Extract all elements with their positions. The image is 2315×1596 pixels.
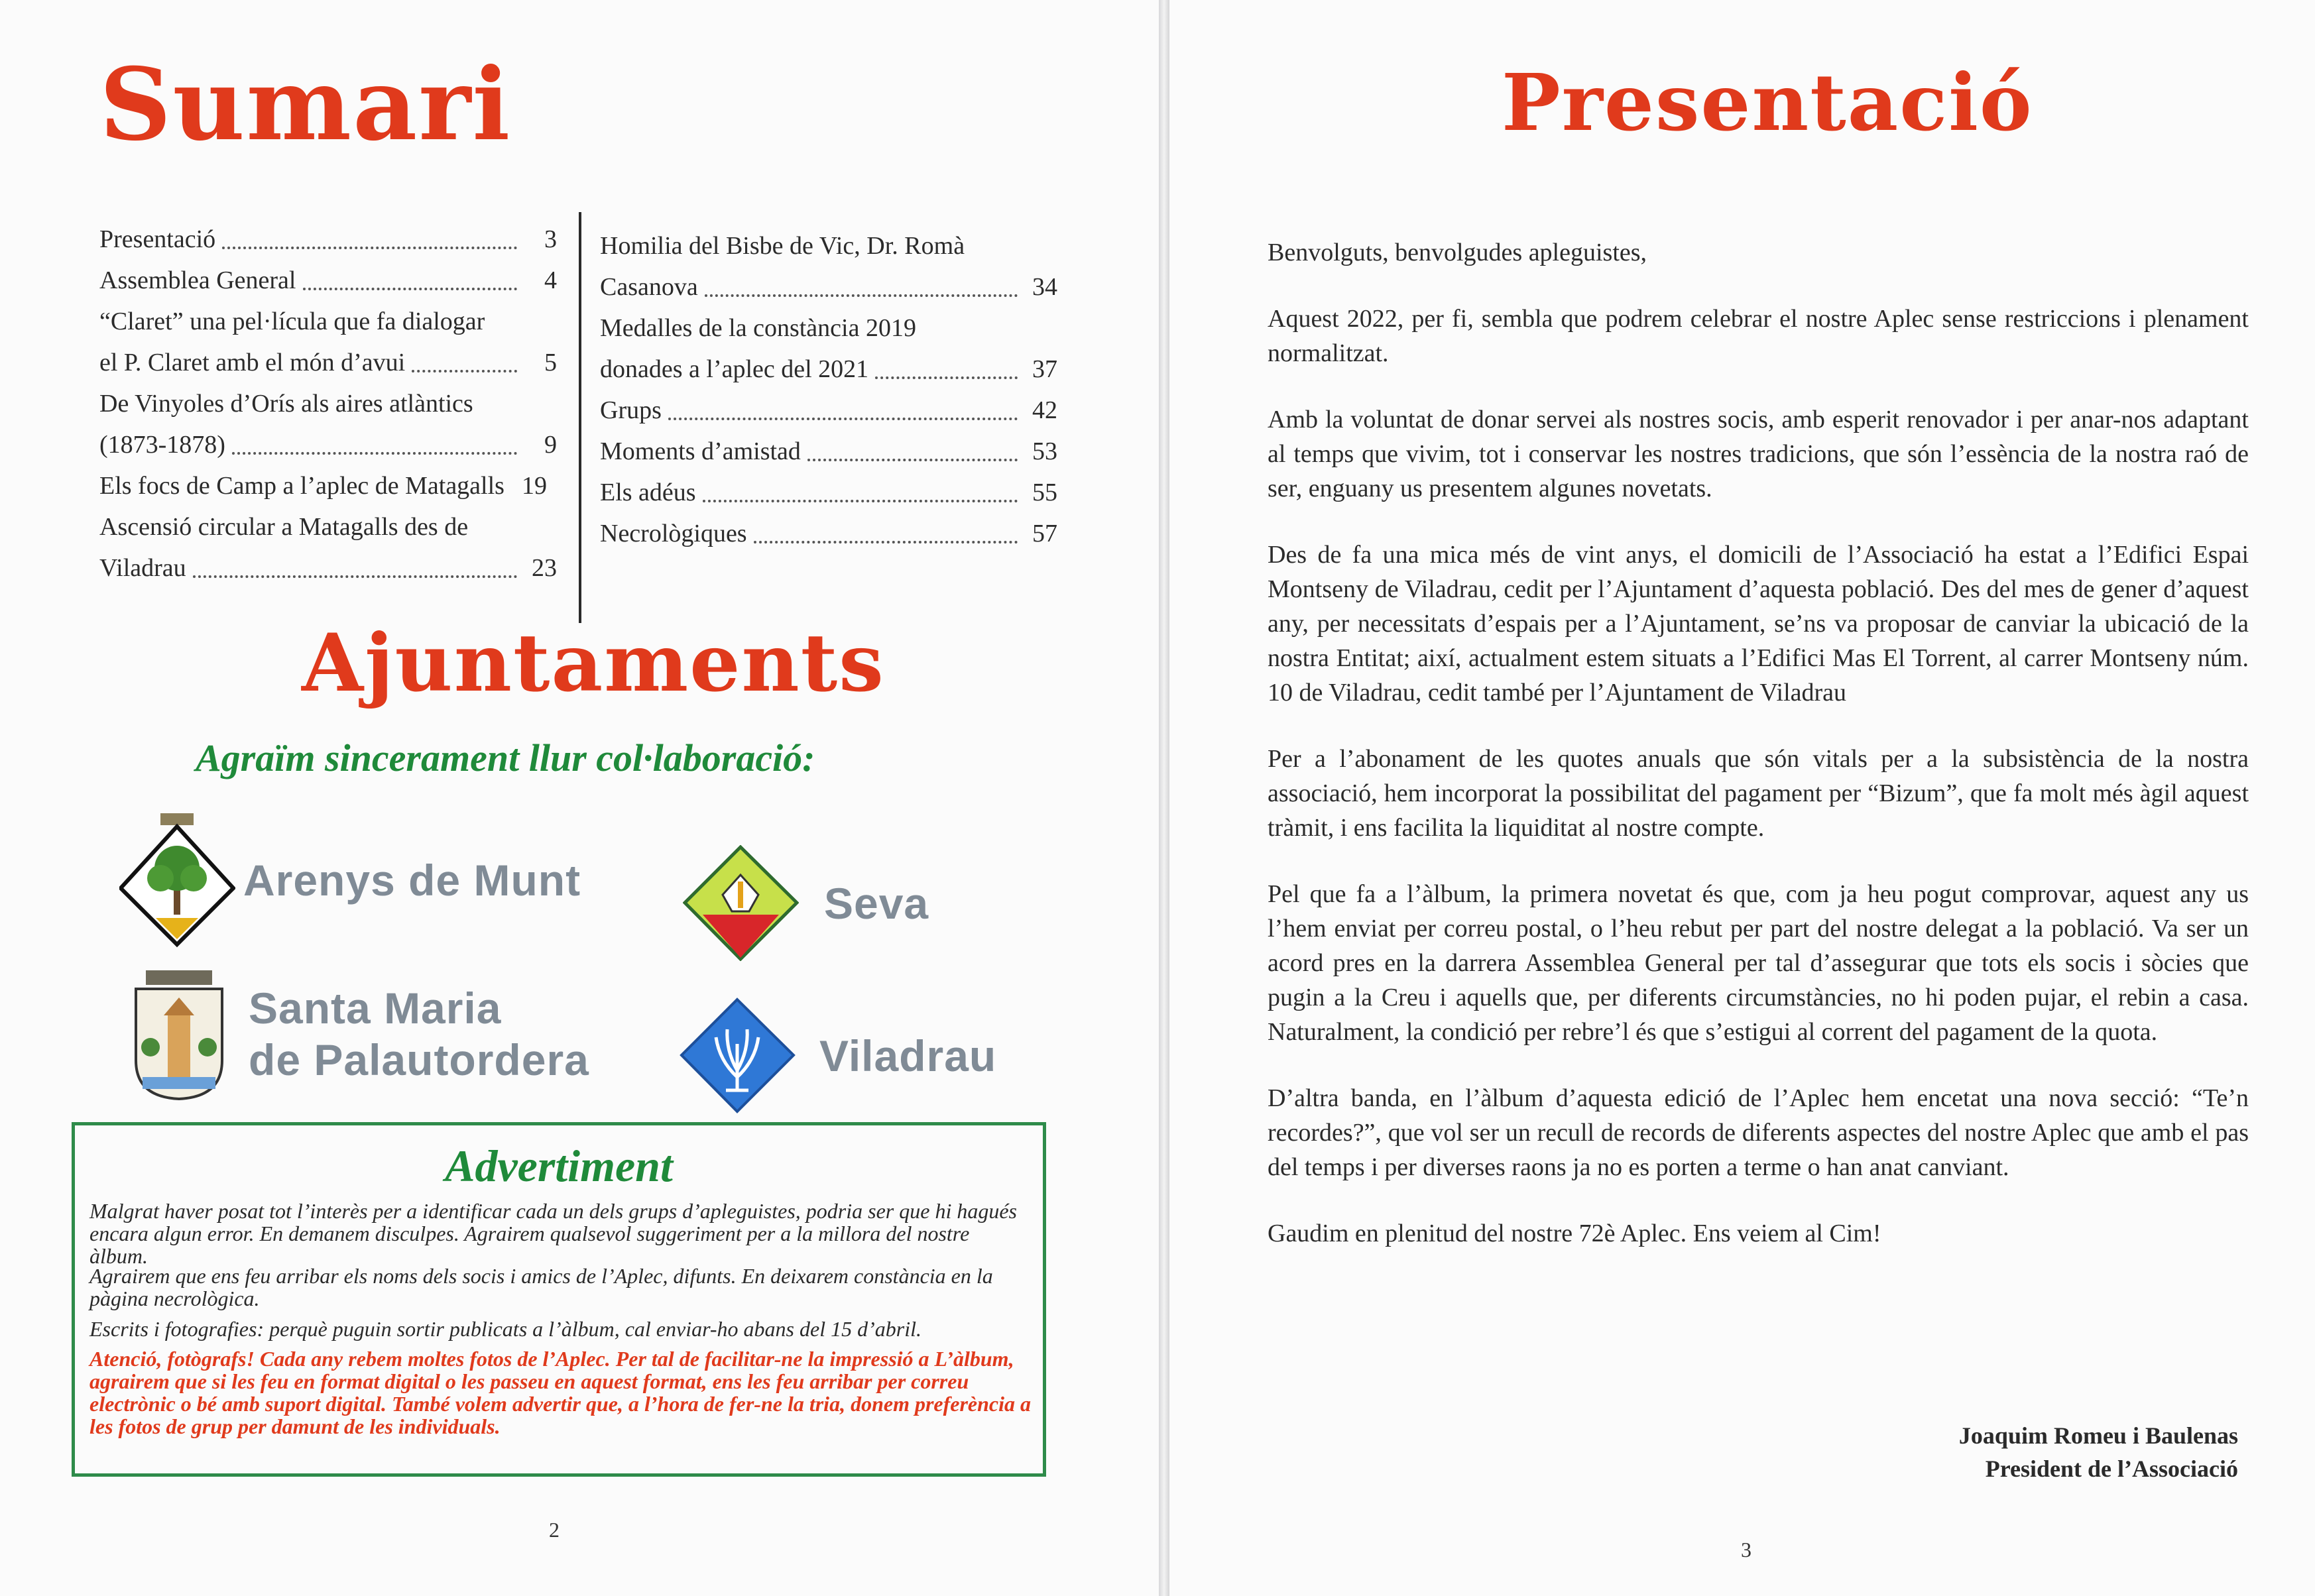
municipality-santa-maria — [129, 968, 589, 1100]
toc-leader-dots — [703, 500, 1018, 502]
toc-entry-page: 9 — [544, 431, 557, 459]
toc-entry-page: 42 — [1032, 396, 1057, 424]
toc-entry[interactable] — [99, 301, 557, 383]
toc-entry-title-line1: “Claret” una pel·lícula que fa dialogar — [99, 308, 485, 335]
presentation-paragraph: Amb la voluntat de donar servei als nostres socis, amb esperit renovador i per anar-nos adaptant al temps que vivim, tot i conservar les nostres tradicions, que són l’essència de la nostra raó de ser, enguany us presentem algunes novetats. — [1268, 406, 2249, 502]
toc-leader-dots — [222, 247, 517, 249]
toc-entry-title: Necrològiques — [600, 520, 747, 547]
municipality-viladrau — [680, 997, 996, 1113]
toc-entry-title-line1: Homilia del Bisbe de Vic, Dr. Romà — [600, 232, 965, 260]
toc-left-column — [99, 219, 557, 589]
toc-entry-title-line1: Medalles de la constància 2019 — [600, 314, 916, 342]
toc-entry[interactable] — [99, 260, 557, 301]
toc-entry[interactable] — [600, 472, 1057, 513]
toc-leader-dots — [807, 459, 1018, 461]
page-number: 3 — [1741, 1538, 1751, 1562]
toc-entry[interactable] — [600, 513, 1057, 554]
presentation-paragraph: D’altra banda, en l’àlbum d’aquesta edició de l’Aplec hem encetat una nova secció: “Te’n recordes?”, que vol ser un recull de records de diferents aspectes del nostre Aplec que amb el pas del temps i per diverses raons ja no es porten a terme o han anat canviant. — [1268, 1084, 2249, 1181]
presentation-paragraph: Pel que fa a l’àlbum, la primera novetat és que, com ja heu pogut comprovar, aquest any us l’hem enviat per correu postal, o l’heu rebut per part del nostre delegat a la població. Va ser un acord pres en la darrera Assemblea General per tal d’assegurar que tots els socis i sòcies que pugin a la Creu i aquells que, per diferents circumstàncies, no hi poden pujar, el rebin a casa. Naturalment, la condició per rebre’l és que s’estigui al corrent del pagament de la quota. — [1268, 880, 2249, 1046]
municipality-arenys — [119, 812, 581, 948]
advertiment-photographers-note: Atenció, fotògrafs! Cada any rebem moltes fotos de l’Aplec. Per tal de facilitar-ne la impressió a L’àlbum, agrairem que si les feu en format digital o les passeu en aquest format, ens les feu arribar per correu electrònic o bé amb suport digital. També volem advertir que, a l’hora de fer-ne la tria, donem preferència a les fotos de grup per damunt de les individuals. — [89, 1347, 1032, 1438]
toc-entry-title: Assemblea General — [99, 266, 296, 294]
presentation-paragraph: Benvolguts, benvolgudes apleguistes, — [1268, 239, 1647, 266]
toc-entry-page: 3 — [544, 225, 557, 253]
toc-entry-title: Els focs de Camp a l’aplec de Matagalls — [99, 472, 505, 500]
toc-entry[interactable] — [600, 225, 1057, 308]
toc-entry-title: Grups — [600, 396, 662, 424]
municipality-name: Viladrau — [819, 1031, 997, 1080]
presentation-paragraph: Des de fa una mica més de vint anys, el domicili de l’Associació ha estat a l’Edifici Espai Montseny de Viladrau, cedit per l’Ajuntament d’aquesta població. Des del mes de gener d’aquest any, per necessitats d’espais per a l’Ajuntament, se’ns va proposar de canviar la ubicació de la nostra Entitat; així, actualment estem situats a l’Edifici Mas El Torrent, al carrer Montseny núm. 10 de Viladrau, cedit també per l’Ajuntament de Viladrau — [1268, 541, 2249, 707]
presentation-body — [1268, 235, 2249, 1282]
presentacio-title: Presentació — [1502, 56, 2033, 148]
toc-entry-title: Els adéus — [600, 479, 696, 506]
toc-entry[interactable] — [99, 219, 557, 260]
toc-entry-title-line1: De Vinyoles d’Orís als aires atlàntics — [99, 390, 473, 418]
advertiment-paragraph: Escrits i fotografies: perquè puguin sortir publicats a l’àlbum, cal enviar-ho abans del 15 d’abril. — [89, 1317, 921, 1341]
signature-name: Joaquim Romeu i Baulenas — [1958, 1422, 2238, 1449]
toc-entry-page: 34 — [1032, 273, 1057, 301]
sumari-title: Sumari — [99, 46, 512, 163]
toc-entry-title: donades a l’aplec del 2021 — [600, 355, 869, 383]
toc-entry-title: Moments d’amistad — [600, 437, 801, 465]
santa-maria-crest-icon — [129, 968, 229, 1100]
toc-leader-dots — [232, 452, 517, 455]
advertiment-title: Advertiment — [445, 1141, 673, 1191]
signature-role: President de l’Associació — [1985, 1455, 2238, 1482]
toc-leader-dots — [754, 541, 1018, 543]
toc-entry[interactable] — [99, 506, 557, 589]
toc-entry[interactable] — [99, 465, 557, 506]
toc-leader-dots — [668, 418, 1018, 420]
toc-entry-title: Presentació — [99, 225, 216, 253]
toc-entry-page: 53 — [1032, 437, 1057, 465]
municipality-name: Santa Maria — [249, 984, 502, 1033]
municipality-name-block — [249, 982, 589, 1086]
viladrau-crest-icon — [680, 997, 796, 1113]
toc-leader-dots — [705, 294, 1018, 297]
toc-leader-dots — [412, 370, 517, 372]
municipality-name: Seva — [824, 878, 929, 928]
toc-entry-page: 19 — [521, 472, 547, 500]
presentation-paragraph: Aquest 2022, per fi, sembla que podrem celebrar el nostre Aplec sense restriccions i plenament normalitzat. — [1268, 305, 2249, 367]
book-gutter — [1159, 0, 1169, 1596]
municipality-seva — [683, 845, 929, 961]
presentation-paragraph: Per a l’abonament de les quotes anuals que són vitals per a la subsistència de la nostra associació, hem incorporat la possibilitat del pagament per “Bizum”, que fa molt més àgil aquest tràmit, i ens facilita la liquiditat al nostre compte. — [1268, 745, 2249, 842]
toc-entry-page: 57 — [1032, 520, 1057, 547]
toc-leader-dots — [875, 376, 1018, 379]
page-number: 2 — [549, 1518, 560, 1542]
advertiment-paragraph: Agrairem que ens feu arribar els noms dels socis i amics de l’Aplec, difunts. En deixarem constància en la pàgina necrològica. — [89, 1264, 993, 1310]
toc-right-column — [600, 225, 1057, 554]
toc-entry[interactable] — [600, 431, 1057, 472]
arenys-crest-icon — [119, 812, 235, 948]
toc-entry[interactable] — [600, 390, 1057, 431]
toc-entry-title-line1: Ascensió circular a Matagalls des de — [99, 513, 469, 541]
toc-entry[interactable] — [99, 383, 557, 465]
ajuntaments-title: Ajuntaments — [302, 616, 885, 710]
toc-entry-page: 37 — [1032, 355, 1057, 383]
toc-entry-title: Viladrau — [99, 554, 186, 582]
advertiment-box — [72, 1122, 1046, 1477]
presentation-paragraph: Gaudim en plenitud del nostre 72è Aplec. Ens veiem al Cim! — [1268, 1220, 1881, 1247]
municipality-name: de Palautordera — [249, 1035, 589, 1084]
toc-entry-page: 55 — [1032, 479, 1057, 506]
toc-entry[interactable] — [600, 308, 1057, 390]
toc-entry-title: (1873-1878) — [99, 431, 225, 459]
seva-crest-icon — [683, 845, 799, 961]
municipality-name: Arenys de Munt — [243, 855, 581, 905]
toc-leader-dots — [193, 575, 517, 578]
toc-leader-dots — [303, 288, 518, 290]
toc-entry-page: 23 — [532, 554, 557, 582]
toc-divider — [579, 212, 581, 623]
toc-entry-page: 4 — [544, 266, 557, 294]
thanks-subtitle: Agraïm sincerament llur col·laboració: — [196, 736, 815, 779]
toc-entry-page: 5 — [544, 349, 557, 376]
toc-entry-title: Casanova — [600, 273, 698, 301]
advertiment-paragraph: Malgrat haver posat tot l’interès per a identificar cada un dels grups d’apleguistes, podria ser que hi hagués encara algun error. En demanem disculpes. Agrairem qualsevol suggeriment per a la millora del nostre àlbum. — [89, 1199, 1017, 1268]
toc-entry-title: el P. Claret amb el món d’avui — [99, 349, 406, 376]
